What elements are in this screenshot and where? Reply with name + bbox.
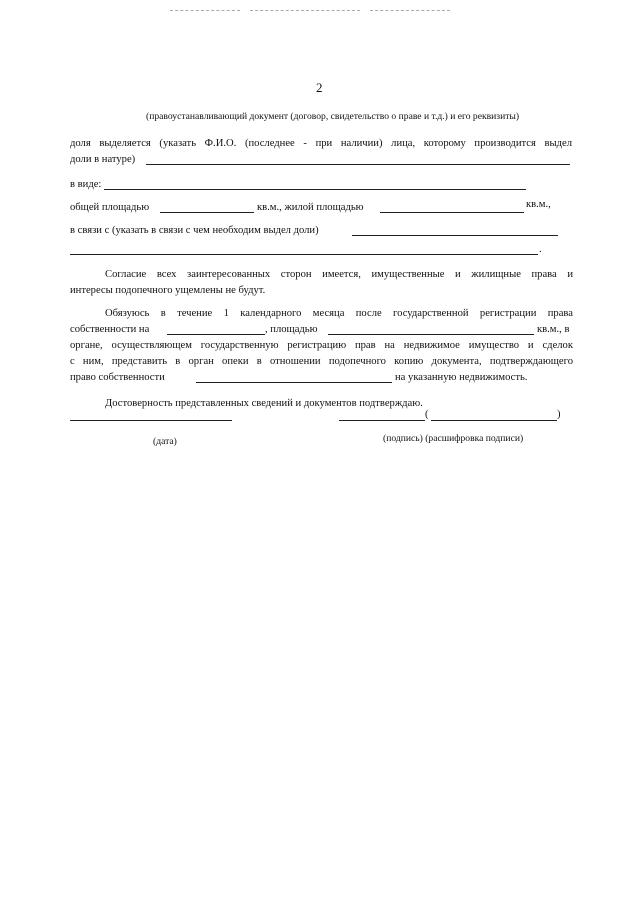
- ownership-object-field[interactable]: [167, 334, 265, 335]
- scan-artifact-line: [250, 10, 360, 11]
- total-area-label: общей площадью: [70, 202, 150, 213]
- in-connection-field-2[interactable]: [70, 254, 538, 255]
- obligation-line-2c: кв.м., в: [537, 324, 570, 335]
- obligation-line-3: органе, осуществляющем государственную регистрацию прав на недвижимое имущество и сделок: [70, 340, 573, 351]
- signature-field[interactable]: [339, 420, 425, 421]
- share-name-field[interactable]: [146, 164, 570, 165]
- total-area-field[interactable]: [160, 212, 254, 213]
- page-number: 2: [316, 80, 323, 95]
- in-connection-label: в связи с (указать в связи с чем необходим выдел доли): [70, 225, 319, 236]
- obligation-line-2b: , площадью: [265, 324, 318, 335]
- consent-line-2: интересы подопечного ущемлены не будут.: [70, 285, 266, 296]
- date-field[interactable]: [70, 420, 232, 421]
- obligation-line-5b: на указанную недвижимость.: [395, 372, 528, 383]
- sqm-label: кв.м.,: [526, 199, 551, 210]
- scan-artifact-line: [170, 10, 240, 11]
- signature-close-paren: ): [557, 409, 561, 420]
- signature-decode-field[interactable]: [431, 420, 557, 421]
- obligation-line-2a: собственности на: [70, 324, 150, 335]
- signature-open-paren: (: [425, 409, 429, 420]
- share-line-1: доля выделяется (указать Ф.И.О. (последнее - при наличии) лица, которому производится выдел: [70, 138, 572, 149]
- period-mark: .: [539, 244, 542, 255]
- document-caption: (правоустанавливающий документ (договор, свидетельство о праве и т.д.) и его реквизиты): [146, 111, 520, 122]
- share-line-2: доли в натуре): [70, 154, 136, 165]
- ownership-area-field[interactable]: [328, 334, 534, 335]
- scan-artifact-line: [370, 10, 450, 11]
- living-area-field[interactable]: [380, 212, 524, 213]
- obligation-line-1: Обязуюсь в течение 1 календарного месяца после государственной регистрации права: [105, 308, 573, 319]
- ownership-doc-field[interactable]: [196, 382, 392, 383]
- signature-caption: (подпись) (расшифровка подписи): [383, 433, 524, 444]
- living-area-label: кв.м., жилой площадью: [257, 202, 364, 213]
- in-form-field[interactable]: [104, 189, 526, 190]
- consent-line-1: Согласие всех заинтересованных сторон имеется, имущественные и жилищные права и: [105, 269, 573, 280]
- obligation-line-5a: право собственности: [70, 372, 165, 383]
- date-caption: (дата): [153, 436, 177, 447]
- in-connection-field[interactable]: [352, 235, 558, 236]
- confirmation-text: Достоверность представленных сведений и документов подтверждаю.: [105, 398, 423, 409]
- obligation-line-4: с ним, представить в орган опеки в отношении подопечного копию документа, подтверждающего: [70, 356, 573, 367]
- in-form-label: в виде:: [70, 179, 102, 190]
